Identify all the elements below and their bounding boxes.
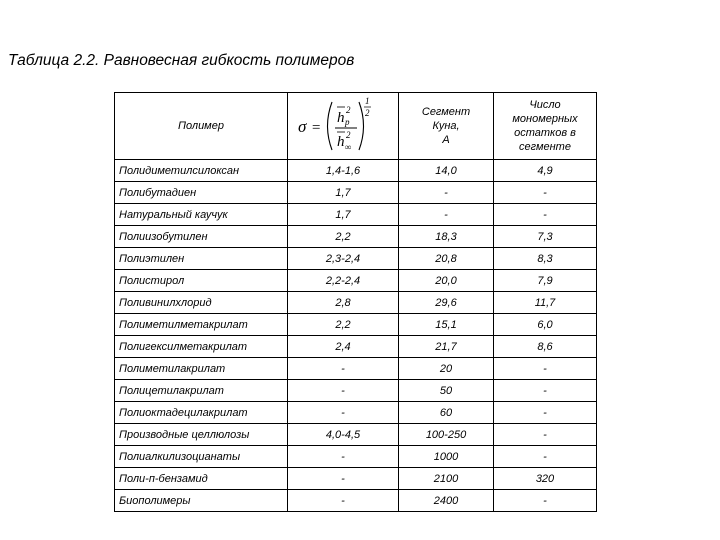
svg-text:1: 1 <box>365 96 370 106</box>
polymer-name-cell: Полистирол <box>115 270 288 292</box>
sigma-value-cell: - <box>288 446 399 468</box>
kuhn-segment-cell: 1000 <box>399 446 494 468</box>
kuhn-segment-cell: - <box>399 204 494 226</box>
sigma-value-cell: 2,3-2,4 <box>288 248 399 270</box>
table-row <box>115 490 597 512</box>
table-row <box>115 292 597 314</box>
monomer-units-cell: 8,6 <box>494 336 597 358</box>
table-row <box>115 336 597 358</box>
kuhn-segment-cell: - <box>399 182 494 204</box>
kuhn-segment-cell: 14,0 <box>399 160 494 182</box>
header-monomer-units: Число мономерных остатков в сегменте <box>494 93 597 160</box>
header-polymer: Полимер <box>115 93 288 160</box>
polymer-name-cell: Полицетилакрилат <box>115 380 288 402</box>
monomer-units-cell: 7,9 <box>494 270 597 292</box>
flexibility-table <box>114 92 597 512</box>
monomer-units-cell: 11,7 <box>494 292 597 314</box>
sigma-value-cell: 4,0-4,5 <box>288 424 399 446</box>
table-row <box>115 424 597 446</box>
table-row <box>115 314 597 336</box>
monomer-units-cell: 320 <box>494 468 597 490</box>
monomer-units-cell: 6,0 <box>494 314 597 336</box>
table-row <box>115 402 597 424</box>
monomer-units-cell: 4,9 <box>494 160 597 182</box>
polymer-name-cell: Полибутадиен <box>115 182 288 204</box>
table-row <box>115 160 597 182</box>
polymer-name-cell: Полиалкилизоцианаты <box>115 446 288 468</box>
polymer-name-cell: Полиизобутилен <box>115 226 288 248</box>
monomer-units-cell: - <box>494 380 597 402</box>
svg-text:σ: σ <box>298 117 307 136</box>
polymer-name-cell: Поли-п-бензамид <box>115 468 288 490</box>
sigma-value-cell: 2,8 <box>288 292 399 314</box>
monomer-units-cell: 7,3 <box>494 226 597 248</box>
table-row <box>115 226 597 248</box>
svg-text:=: = <box>311 120 322 136</box>
sigma-value-cell: - <box>288 358 399 380</box>
polymer-name-cell: Полидиметилсилоксан <box>115 160 288 182</box>
monomer-units-cell: 8,3 <box>494 248 597 270</box>
svg-text:2: 2 <box>346 130 351 140</box>
svg-text:p: p <box>345 117 350 127</box>
sigma-value-cell: 2,4 <box>288 336 399 358</box>
table-row <box>115 358 597 380</box>
kuhn-segment-cell: 15,1 <box>399 314 494 336</box>
table-caption: Таблица 2.2. Равновесная гибкость полимеров <box>8 52 355 69</box>
kuhn-segment-cell: 20 <box>399 358 494 380</box>
monomer-units-cell: - <box>494 204 597 226</box>
header-kuhn-segment: Сегмент Куна, А <box>399 93 494 160</box>
polymer-name-cell: Производные целлюлозы <box>115 424 288 446</box>
table-row <box>115 468 597 490</box>
svg-text:h: h <box>337 110 345 126</box>
header-sigma-formula <box>288 93 399 160</box>
polymer-name-cell: Поливинилхлорид <box>115 292 288 314</box>
sigma-value-cell: 1,4-1,6 <box>288 160 399 182</box>
kuhn-segment-cell: 2100 <box>399 468 494 490</box>
kuhn-segment-cell: 21,7 <box>399 336 494 358</box>
sigma-value-cell: 1,7 <box>288 182 399 204</box>
table-row <box>115 446 597 468</box>
monomer-units-cell: - <box>494 424 597 446</box>
svg-text:∞: ∞ <box>345 142 352 152</box>
polymer-name-cell: Полигексилметакрилат <box>115 336 288 358</box>
kuhn-segment-cell: 20,8 <box>399 248 494 270</box>
monomer-units-cell: - <box>494 358 597 380</box>
table-row <box>115 380 597 402</box>
polymer-name-cell: Полиметилакрилат <box>115 358 288 380</box>
table-row <box>115 182 597 204</box>
monomer-units-cell: - <box>494 182 597 204</box>
sigma-value-cell: - <box>288 402 399 424</box>
header-row <box>115 93 597 160</box>
svg-text:2: 2 <box>346 105 351 115</box>
sigma-value-cell: - <box>288 380 399 402</box>
table-row <box>115 204 597 226</box>
polymer-name-cell: Полиоктадецилакрилат <box>115 402 288 424</box>
sigma-value-cell: - <box>288 490 399 512</box>
polymer-name-cell: Полиметилметакрилат <box>115 314 288 336</box>
kuhn-segment-cell: 18,3 <box>399 226 494 248</box>
sigma-value-cell: 2,2 <box>288 314 399 336</box>
kuhn-segment-cell: 2400 <box>399 490 494 512</box>
polymer-name-cell: Натуральный каучук <box>115 204 288 226</box>
table-row <box>115 248 597 270</box>
svg-text:h: h <box>337 134 345 150</box>
sigma-value-cell: 1,7 <box>288 204 399 226</box>
table-row <box>115 270 597 292</box>
monomer-units-cell: - <box>494 490 597 512</box>
sigma-formula <box>288 93 398 159</box>
kuhn-segment-cell: 20,0 <box>399 270 494 292</box>
sigma-value-cell: - <box>288 468 399 490</box>
sigma-value-cell: 2,2-2,4 <box>288 270 399 292</box>
sigma-value-cell: 2,2 <box>288 226 399 248</box>
polymer-name-cell: Биополимеры <box>115 490 288 512</box>
kuhn-segment-cell: 60 <box>399 402 494 424</box>
svg-text:2: 2 <box>365 108 370 118</box>
kuhn-segment-cell: 29,6 <box>399 292 494 314</box>
kuhn-segment-cell: 50 <box>399 380 494 402</box>
monomer-units-cell: - <box>494 402 597 424</box>
polymer-name-cell: Полиэтилен <box>115 248 288 270</box>
monomer-units-cell: - <box>494 446 597 468</box>
kuhn-segment-cell: 100-250 <box>399 424 494 446</box>
